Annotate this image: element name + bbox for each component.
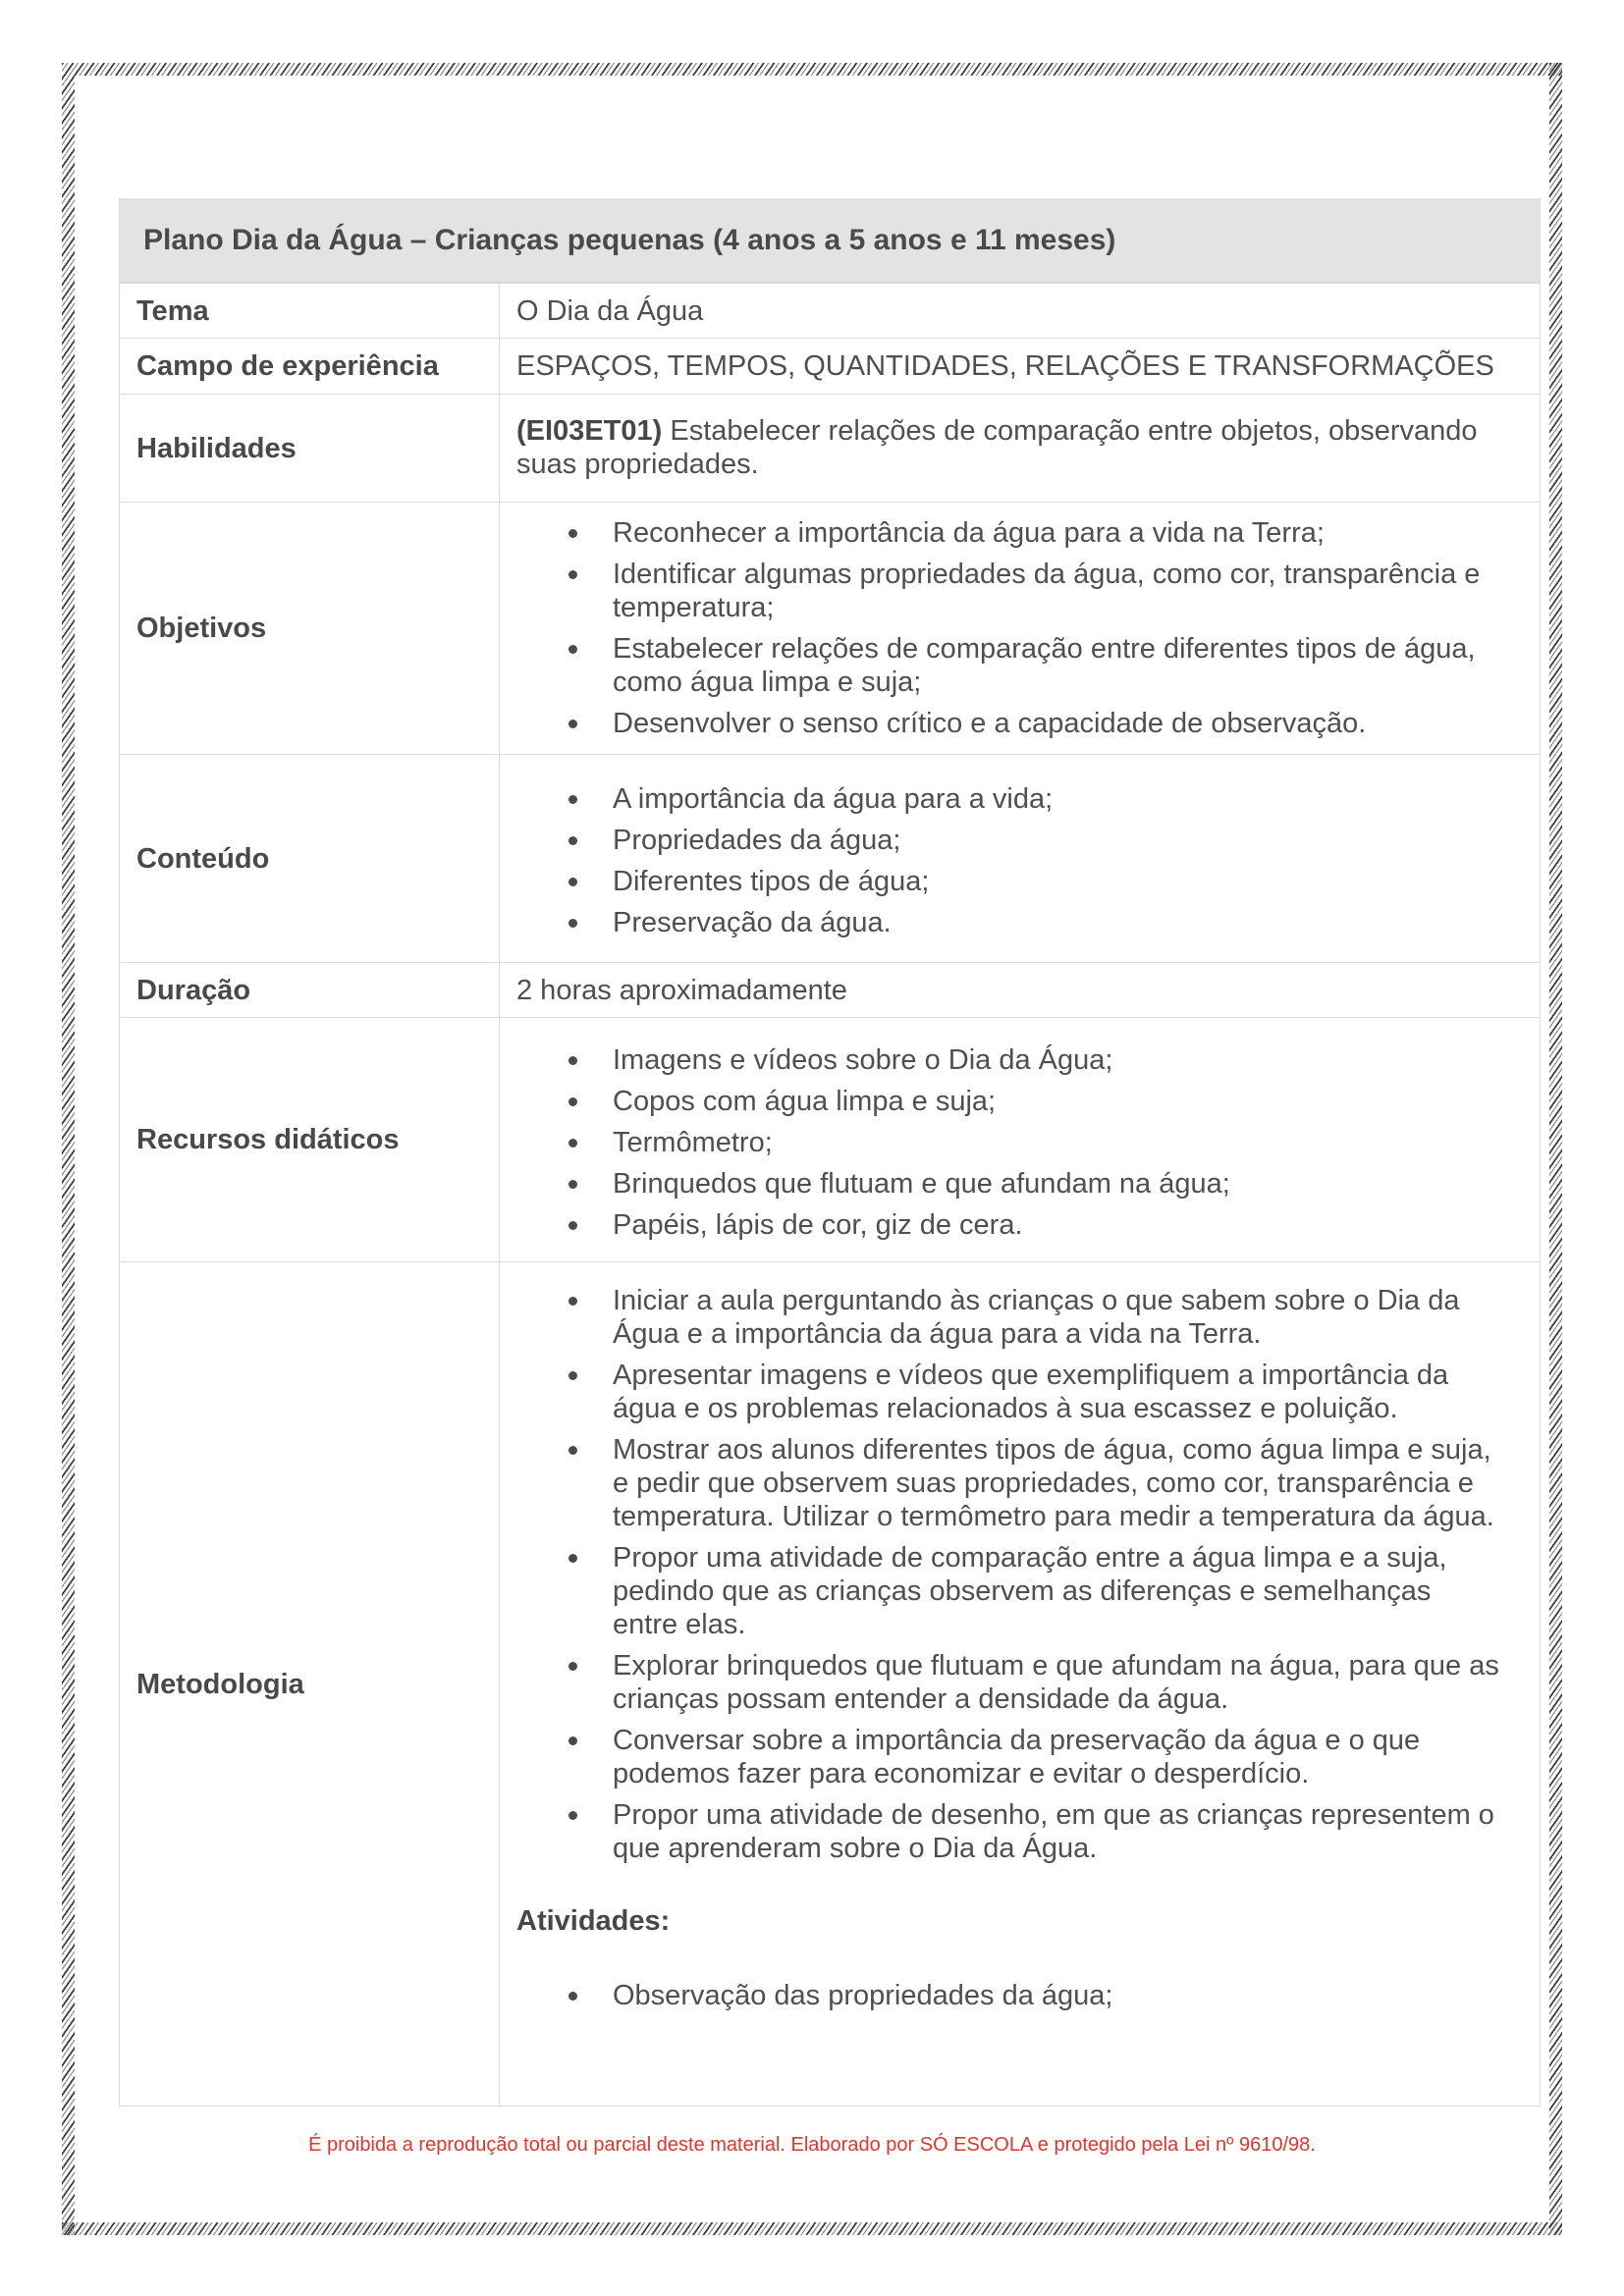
row-label-conteudo: Conteúdo (120, 755, 500, 962)
list-item: Diferentes tipos de água; (613, 865, 1500, 898)
conteudo-list (516, 782, 1500, 939)
table-row-habilidades (120, 394, 1540, 502)
table-title-row (120, 198, 1540, 283)
list-item: Papéis, lápis de cor, giz de cera. (613, 1208, 1500, 1242)
list-item: Explorar brinquedos que flutuam e que afundam na água, para que as crianças possam entender a densidade da água. (613, 1650, 1499, 1715)
page-title: Plano Dia da Água – Crianças pequenas (4 anos a 5 anos e 11 meses) (143, 223, 1116, 256)
metodologia-list (516, 1284, 1500, 1865)
row-label-campo: Campo de experiência (120, 339, 500, 394)
row-value-habilidades (500, 395, 1540, 502)
list-item: Propor uma atividade de desenho, em que as crianças representem o que aprenderam sobre o Dia da Água. (613, 1798, 1500, 1865)
page-border-right (1549, 63, 1562, 2235)
atividades-list (516, 1979, 1500, 2012)
page-border-left (62, 63, 75, 2235)
atividades-heading: Atividades: (516, 1905, 671, 1937)
row-value-conteudo (500, 755, 1540, 962)
row-label-duracao: Duração (120, 963, 500, 1017)
list-item: Observação das propriedades da água; (613, 1979, 1500, 2012)
list-item: Copos com água limpa e suja; (613, 1085, 1500, 1118)
table-row-recursos-didaticos (120, 1017, 1540, 1261)
list-item: Iniciar a aula perguntando às crianças o que sabem sobre o Dia da Água e a importância da água para a vida na Terra. (613, 1284, 1500, 1351)
list-item: Reconhecer a importância da água para a vida na Terra; (613, 516, 1500, 550)
row-value-duracao: 2 horas aproximadamente (516, 974, 847, 1006)
row-value-metodologia (500, 1262, 1540, 2106)
row-value-tema: O Dia da Água (516, 294, 704, 327)
row-value-campo: ESPAÇOS, TEMPOS, QUANTIDADES, RELAÇÕES E TRANSFORMAÇÕES (516, 350, 1494, 382)
row-label-metodologia: Metodologia (120, 1262, 500, 2106)
page-border-top (62, 63, 1562, 76)
page-border-bottom (62, 2222, 1562, 2235)
copyright-footer: É proibida a reprodução total ou parcial deste material. Elaborado por SÓ ESCOLA e protegido pela Lei nº 9610/98. (308, 2134, 1316, 2156)
list-item: Propor uma atividade de comparação entre a água limpa e a suja, pedindo que as crianças observem as diferenças e semelhanças entre elas. (613, 1541, 1500, 1641)
row-label-objetivos: Objetivos (120, 503, 500, 754)
list-item: Identificar algumas propriedades da água, como cor, transparência e temperatura; (613, 558, 1500, 624)
row-label-recursos: Recursos didáticos (120, 1018, 500, 1261)
skill-code: (EI03ET01) (516, 415, 663, 447)
table-row-campo-de-experiencia (120, 338, 1540, 394)
row-label-habilidades: Habilidades (120, 395, 500, 502)
row-label-tema: Tema (120, 284, 500, 338)
list-item: Conversar sobre a importância da preservação da água e o que podemos fazer para economizar e evitar o desperdício. (613, 1724, 1500, 1790)
table-row-conteudo (120, 754, 1540, 962)
list-item: Apresentar imagens e vídeos que exemplifiquem a importância da água e os problemas relacionados à sua escassez e poluição. (613, 1359, 1500, 1425)
list-item: Termômetro; (613, 1126, 1500, 1159)
list-item: Preservação da água. (613, 906, 1500, 939)
table-row-objetivos (120, 502, 1540, 754)
row-value-objetivos (500, 503, 1540, 754)
row-value-recursos (500, 1018, 1540, 1261)
list-item: A importância da água para a vida; (613, 782, 1500, 816)
lesson-plan-table (119, 198, 1541, 2107)
list-item: Mostrar aos alunos diferentes tipos de água, como água limpa e suja, e pedir que observem suas propriedades, como cor, transparência e temperatura. Utilizar o termômetro para medir a temperatura da água. (613, 1433, 1500, 1533)
list-item: Desenvolver o senso crítico e a capacidade de observação. (613, 707, 1500, 740)
objetivos-list (516, 516, 1500, 740)
list-item: Imagens e vídeos sobre o Dia da Água; (613, 1043, 1500, 1077)
table-row-duracao (120, 962, 1540, 1017)
list-item: Estabelecer relações de comparação entre diferentes tipos de água, como água limpa e suja; (613, 632, 1500, 699)
recursos-list (516, 1043, 1500, 1242)
list-item: Propriedades da água; (613, 824, 1500, 857)
skill-text: Estabelecer relações de comparação entre objetos, observando suas propriedades. (516, 415, 1478, 480)
table-row-tema (120, 283, 1540, 338)
list-item: Brinquedos que flutuam e que afundam na água; (613, 1167, 1500, 1201)
table-row-metodologia (120, 1261, 1540, 2106)
